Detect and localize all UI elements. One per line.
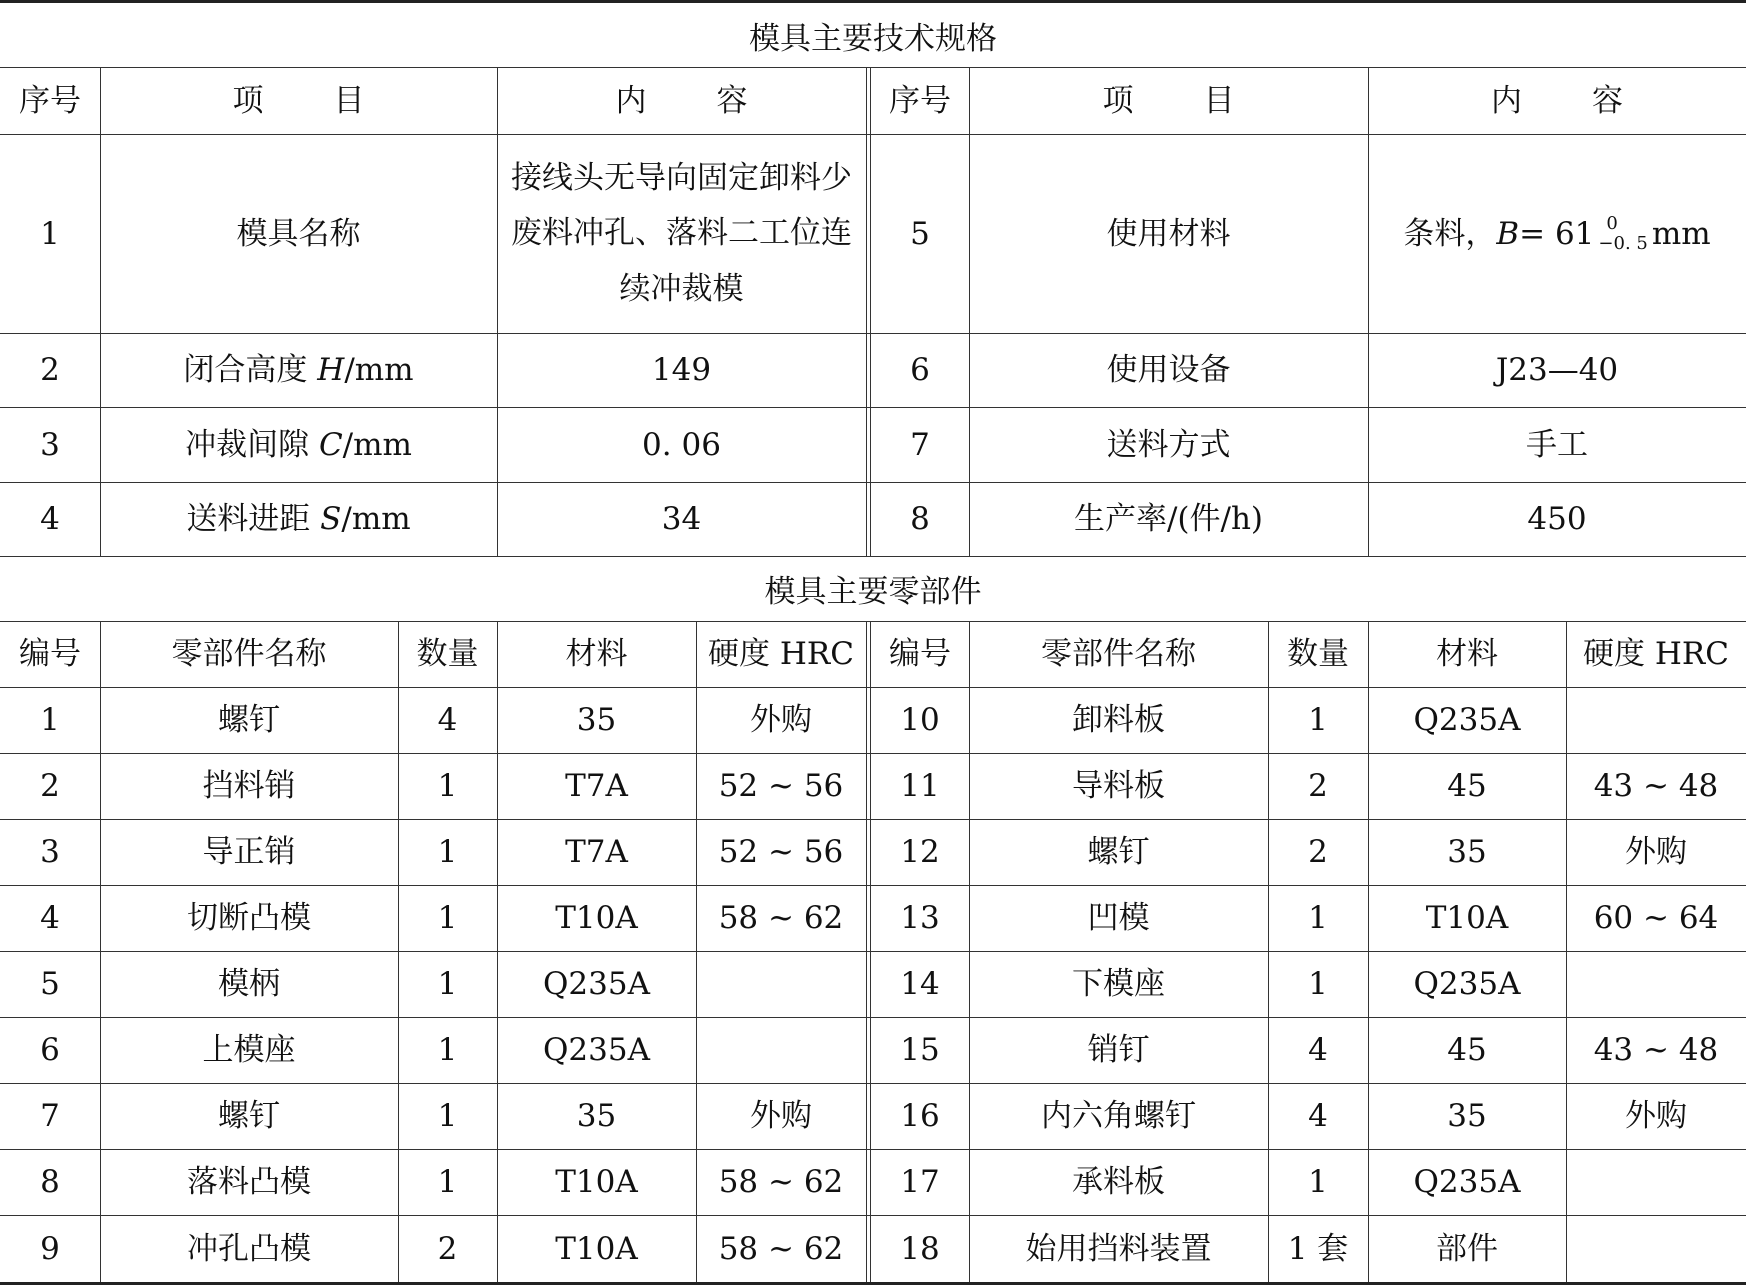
part-hardness-right: 外购 (1625, 834, 1687, 871)
part-qty-right: 1 (1308, 966, 1328, 1003)
material-unit: mm (1651, 215, 1711, 252)
parts-col-divider (1566, 622, 1567, 1282)
spec-item-right: 使用设备 (1106, 352, 1231, 389)
spec-item-var: S (320, 501, 342, 538)
part-no-right: 17 (900, 1164, 940, 1201)
spec-header-content-char2: 容 (716, 82, 748, 119)
part-material-right: 部件 (1436, 1230, 1498, 1267)
parts-header-name: 零部件名称 (171, 636, 327, 673)
part-qty: 2 (437, 1230, 458, 1267)
parts-header-material-right: 材料 (1436, 636, 1498, 673)
part-no-right: 12 (900, 834, 940, 871)
part-name: 导正销 (202, 834, 296, 871)
spec-col-divider (100, 68, 101, 556)
parts-row (0, 1216, 1746, 1282)
spec-no-right: 8 (910, 501, 930, 538)
parts-header-hardness: 硬度 HRC (708, 636, 854, 673)
spec-no: 3 (40, 426, 60, 463)
spec-item: 模具名称 (236, 215, 361, 252)
part-material: T7A (565, 768, 628, 805)
parts-header-name-right: 零部件名称 (1041, 636, 1196, 673)
parts-center-divider (866, 622, 871, 1282)
part-hardness: 外购 (750, 1098, 812, 1135)
spec-col-divider (1368, 68, 1369, 556)
spec-header-item (100, 68, 497, 134)
spec-header-content (497, 68, 866, 134)
tolerance-lower: −0. 5 (1598, 233, 1648, 254)
part-hardness-right (1566, 688, 1746, 753)
spec-header-no-right: 序号 (889, 82, 951, 119)
spec-content-right: J23—40 (1495, 352, 1619, 389)
parts-col-divider (497, 622, 498, 1282)
part-qty-right: 4 (1308, 1098, 1328, 1135)
part-hardness: 52 ~ 56 (718, 768, 844, 805)
parts-table-title: 模具主要零部件 (0, 556, 1746, 622)
parts-row (0, 952, 1746, 1018)
spec-item-unit: /mm (341, 501, 411, 538)
material-var: B (1496, 215, 1520, 252)
part-name-right: 导料板 (1072, 768, 1165, 805)
part-hardness-right: 43 ~ 48 (1593, 1032, 1719, 1069)
part-name-right: 下模座 (1072, 966, 1165, 1003)
part-material: Q235A (543, 1032, 650, 1069)
part-no: 7 (40, 1098, 60, 1135)
spec-no: 2 (40, 352, 60, 389)
spec-item-var: C (318, 426, 343, 463)
spec-center-divider (866, 68, 871, 556)
spec-no-right: 6 (910, 352, 930, 389)
spec-no: 1 (40, 215, 60, 252)
spec-item-main: 闭合高度 (183, 352, 318, 389)
part-name: 冲孔凸模 (187, 1230, 311, 1267)
spec-table-title: 模具主要技术规格 (0, 3, 1746, 68)
part-material-right: Q235A (1413, 966, 1521, 1003)
spec-header-item-char1: 项 (232, 82, 264, 119)
parts-row (0, 886, 1746, 952)
spec-row (0, 408, 1746, 483)
part-hardness-right (1566, 952, 1746, 1017)
spec-item-right: 使用材料 (1106, 215, 1231, 252)
spec-item-var: H (317, 352, 345, 389)
material-prefix: 条料， (1403, 215, 1497, 252)
spec-no: 4 (40, 501, 60, 538)
part-no: 8 (40, 1164, 60, 1201)
part-qty: 1 (437, 1164, 458, 1201)
material-eq: = 61 (1519, 215, 1595, 252)
spec-item-unit: /mm (342, 426, 412, 463)
part-hardness: 52 ~ 56 (718, 834, 844, 871)
part-hardness: 58 ~ 62 (718, 1230, 844, 1267)
parts-row (0, 754, 1746, 820)
spec-table (0, 68, 1746, 556)
spec-no-right: 7 (910, 426, 930, 463)
part-no-right: 14 (900, 966, 940, 1003)
part-material-right: 45 (1447, 1032, 1487, 1069)
part-material: 35 (576, 702, 617, 739)
part-no: 2 (40, 768, 60, 805)
parts-row (0, 820, 1746, 886)
part-name: 切断凸模 (187, 900, 311, 937)
part-name: 挡料销 (202, 768, 296, 805)
part-no-right: 10 (900, 702, 940, 739)
spec-header-content-right-char1: 内 (1491, 82, 1522, 119)
parts-row (0, 1084, 1746, 1150)
part-qty: 4 (437, 702, 458, 739)
parts-header-row (0, 622, 1746, 688)
part-name: 上模座 (202, 1032, 296, 1069)
part-no: 9 (40, 1230, 60, 1267)
part-material: T10A (555, 1230, 638, 1267)
spec-row (0, 483, 1746, 557)
spec-content: 149 (651, 352, 712, 389)
part-no: 5 (40, 966, 60, 1003)
tolerance (1598, 214, 1647, 254)
part-hardness: 外购 (750, 702, 812, 739)
part-material: T10A (555, 1164, 638, 1201)
part-material-right: 35 (1447, 1098, 1487, 1135)
spec-header-content-right-char2: 容 (1592, 82, 1623, 119)
part-name: 落料凸模 (187, 1164, 311, 1201)
spec-col-divider (497, 68, 498, 556)
part-material-right: Q235A (1413, 702, 1521, 739)
part-material: 35 (576, 1098, 617, 1135)
parts-header-qty-right: 数量 (1287, 636, 1349, 673)
part-qty: 1 (437, 834, 458, 871)
part-name-right: 凹模 (1087, 900, 1150, 937)
spec-item-right: 生产率/(件/h) (1073, 501, 1264, 538)
part-hardness (696, 1018, 866, 1083)
part-hardness-right (1566, 1216, 1746, 1282)
part-material: T10A (555, 900, 638, 937)
parts-row (0, 1150, 1746, 1216)
spec-header-item-right-char2: 目 (1203, 82, 1235, 119)
part-no: 6 (40, 1032, 60, 1069)
spec-item-main: 冲裁间隙 (185, 426, 319, 463)
part-hardness: 58 ~ 62 (718, 1164, 844, 1201)
part-name: 螺钉 (218, 1098, 280, 1135)
part-name-right: 内六角螺钉 (1041, 1098, 1196, 1135)
spec-no-right: 5 (910, 215, 930, 252)
part-name-right: 卸料板 (1072, 702, 1165, 739)
parts-col-divider (1368, 622, 1369, 1282)
part-qty-right: 4 (1308, 1032, 1328, 1069)
spec-item-main: 送料进距 (186, 501, 321, 538)
parts-table (0, 622, 1746, 1282)
part-hardness-right: 60 ~ 64 (1593, 900, 1719, 937)
part-qty-right: 2 (1308, 768, 1328, 805)
spec-header-content-right (1368, 68, 1746, 134)
parts-col-divider (100, 622, 101, 1282)
part-qty: 1 (437, 966, 458, 1003)
part-name-right: 始用挡料装置 (1025, 1230, 1212, 1267)
part-hardness: 58 ~ 62 (718, 900, 844, 937)
part-name-right: 承料板 (1072, 1164, 1165, 1201)
parts-header-qty: 数量 (416, 636, 479, 673)
parts-header-hardness-right: 硬度 HRC (1583, 636, 1729, 673)
part-qty-right: 1 (1308, 702, 1328, 739)
spec-col-divider (969, 68, 970, 556)
part-name: 螺钉 (218, 702, 280, 739)
spec-content: 0. 06 (642, 426, 721, 463)
spec-header-row (0, 68, 1746, 135)
spec-row (0, 135, 1746, 334)
part-no-right: 15 (900, 1032, 940, 1069)
part-material: T7A (565, 834, 628, 871)
spec-item-right: 送料方式 (1106, 426, 1231, 463)
tolerance-upper: 0 (1606, 213, 1618, 235)
part-qty: 1 (437, 1098, 458, 1135)
part-no: 4 (40, 900, 60, 937)
parts-header-no: 编号 (19, 636, 81, 673)
part-hardness (696, 952, 866, 1017)
bottom-rule (0, 1282, 1746, 1285)
part-no-right: 18 (900, 1230, 940, 1267)
part-hardness-right: 43 ~ 48 (1593, 768, 1719, 805)
part-material-right: 35 (1447, 834, 1487, 871)
part-no-right: 11 (900, 768, 940, 805)
part-name-right: 螺钉 (1087, 834, 1150, 871)
spec-content-right: 手工 (1526, 426, 1588, 463)
spec-row (0, 334, 1746, 408)
spec-item (100, 483, 497, 556)
part-hardness-right: 外购 (1625, 1098, 1687, 1135)
parts-col-divider (969, 622, 970, 1282)
parts-col-divider (398, 622, 399, 1282)
part-material: Q235A (543, 966, 650, 1003)
part-qty-right: 1 (1308, 900, 1328, 937)
spec-content: 接线头无导向固定卸料少废料冲孔、落料二工位连续冲裁模 (511, 160, 852, 307)
spec-header-item-right (969, 68, 1368, 134)
parts-header-material: 材料 (565, 636, 628, 673)
spec-content: 34 (661, 501, 702, 538)
part-name: 模柄 (218, 966, 280, 1003)
spec-item (100, 408, 497, 482)
part-qty: 1 (437, 900, 458, 937)
spec-header-no: 序号 (19, 82, 81, 119)
part-qty-right: 2 (1308, 834, 1328, 871)
part-material-right: 45 (1447, 768, 1487, 805)
parts-col-divider (1268, 622, 1269, 1282)
part-material-right: T10A (1425, 900, 1509, 937)
parts-header-no-right: 编号 (889, 636, 951, 673)
part-no-right: 16 (900, 1098, 940, 1135)
part-name-right: 销钉 (1087, 1032, 1150, 1069)
spec-content-right: 450 (1527, 501, 1587, 538)
spec-header-content-char1: 内 (615, 82, 647, 119)
spec-header-item-char2: 目 (333, 82, 365, 119)
spec-content-right (1368, 135, 1746, 333)
parts-row (0, 688, 1746, 754)
part-qty: 1 (437, 1032, 458, 1069)
part-qty-right: 1 套 (1287, 1230, 1349, 1267)
part-hardness-right (1566, 1150, 1746, 1215)
spec-item (100, 334, 497, 407)
part-material-right: Q235A (1413, 1164, 1521, 1201)
part-no: 3 (40, 834, 60, 871)
part-no: 1 (40, 702, 60, 739)
parts-col-divider (696, 622, 697, 1282)
spec-header-item-right-char1: 项 (1102, 82, 1134, 119)
part-no-right: 13 (900, 900, 940, 937)
spec-item-unit: /mm (344, 352, 414, 389)
parts-row (0, 1018, 1746, 1084)
part-qty-right: 1 (1308, 1164, 1328, 1201)
part-qty: 1 (437, 768, 458, 805)
